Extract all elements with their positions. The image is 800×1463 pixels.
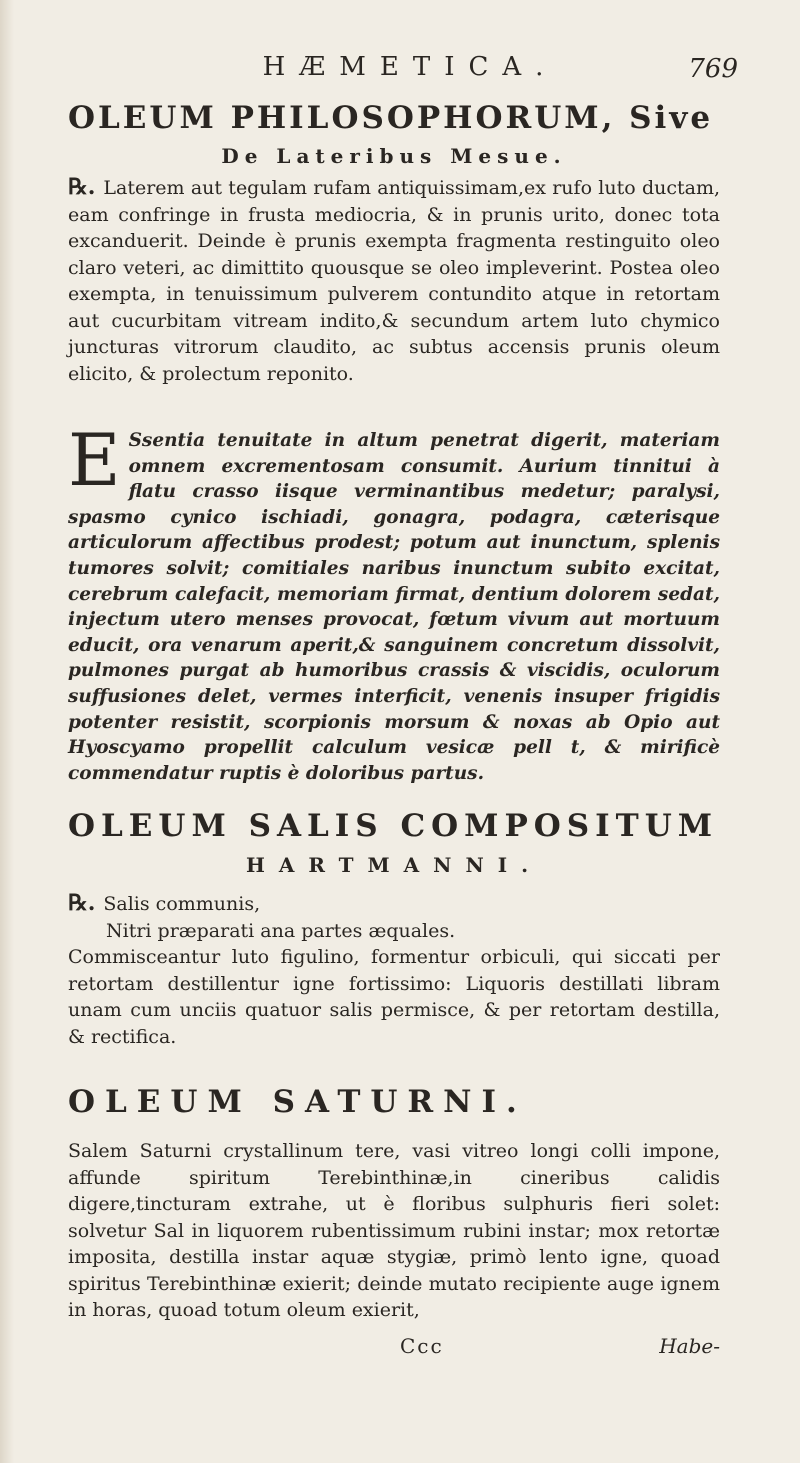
- running-title: HÆMETICA.: [262, 52, 558, 82]
- binding-edge: [0, 0, 14, 1463]
- recipe-symbol: ℞.: [68, 890, 96, 916]
- recipe-paragraph: [68, 1138, 720, 1324]
- section-title: OLEUM PHILOSOPHORUM, Sive: [68, 100, 714, 136]
- recipe-paragraph: [68, 174, 720, 387]
- section-oleum-salis: [68, 808, 720, 844]
- section-oleum-philosophorum: [68, 100, 720, 136]
- recipe-text: Laterem aut tegulam rufam antiquissimam,ex rufo luto ductam, eam confringe in frusta mediocria, & in prunis urito, donec tota excanduerit. Deinde è prunis exempta fragmenta restinguito oleo claro veteri, ac dimittito quousque se oleo impleverint. Postea oleo exempta, in tenuissimum pulverem contundito atque in retortam aut cucurbitam vitream indito,& secundum artem luto chymico juncturas vitrorum claudito, ac subtus accensis prunis oleum elicito, & prolectum reponito.: [68, 177, 720, 385]
- recipe-symbol: ℞.: [68, 174, 96, 200]
- page-header: [60, 52, 760, 92]
- section-oleum-saturni: [68, 1084, 720, 1120]
- section-subtitle-wrap: [68, 853, 720, 877]
- recipe-ingredients: [68, 890, 720, 945]
- page-number: 769: [688, 54, 738, 84]
- recipe-paragraph: [68, 944, 720, 1050]
- recipe-text: Commisceantur luto figulino, formentur orbiculi, qui siccati per retortam destillentur igne fortissimo: Liquoris destillati libram unam cum unciis quatuor salis permisce, & per retortam destilla, & rectifica.: [68, 946, 720, 1048]
- page-footer: [60, 1334, 720, 1374]
- virtues-text: Ssentia tenuitate in altum penetrat digerit, materiam omnem excrementosam consumit. Aurium tinnitui à flatu crasso iisque verminantibus medetur; paralysi, spasmo cynico ischiadi, gonagra, podagra, cæterisque articulorum affectibus prodest; potum aut inunctum, splenis tumores solvit; comitiales naribus inunctum subito excitat, cerebrum calefacit, memoriam firmat, dentium dolorem sedat, injectum utero menses provocat, fœtum vivum aut mortuum educit, ora venarum aperit,& sanguinem concretum dissolvit, pulmones purgat ab humoribus crassis & viscidis, oculorum suffusiones delet, vermes interficit, venenis insuper frigidis potenter resistit, scorpionis morsum & noxas ab Opio aut Hyoscyamo propellit calculum vesicæ pell t, & mirificè commendatur ruptis è doloribus partus.: [68, 430, 720, 784]
- section-subtitle-wrap: [68, 144, 720, 168]
- section-subtitle: HARTMANNI.: [245, 853, 543, 877]
- catchword: Habe-: [659, 1334, 720, 1358]
- section-title: OLEUM SALIS COMPOSITUM: [68, 808, 719, 844]
- drop-cap: E: [68, 418, 121, 502]
- recipe-text: Salem Saturni crystallinum tere, vasi vitreo longi colli impone, affunde spiritum Terebinthinæ,in cineribus calidis digere,tincturam extrahe, ut è floribus sulphuris fieri solet: solvetur Sal in liquorem rubentissimum rubini instar; mox retortæ imposita, destilla instar aquæ stygiæ, primò lento igne, quoad spiritus Terebinthinæ exierit; deinde mutato recipiente auge ignem in horas, quoad totum oleum exierit,: [68, 1140, 720, 1321]
- virtues-paragraph: [68, 418, 720, 786]
- signature-mark: Ccc: [400, 1334, 444, 1358]
- ingredient-line: Nitri præparati ana partes æquales.: [106, 920, 456, 942]
- section-title: OLEUM SATURNI.: [68, 1084, 527, 1120]
- ingredient-line: Salis communis,: [103, 893, 261, 915]
- section-subtitle: De Lateribus Mesue.: [221, 144, 567, 168]
